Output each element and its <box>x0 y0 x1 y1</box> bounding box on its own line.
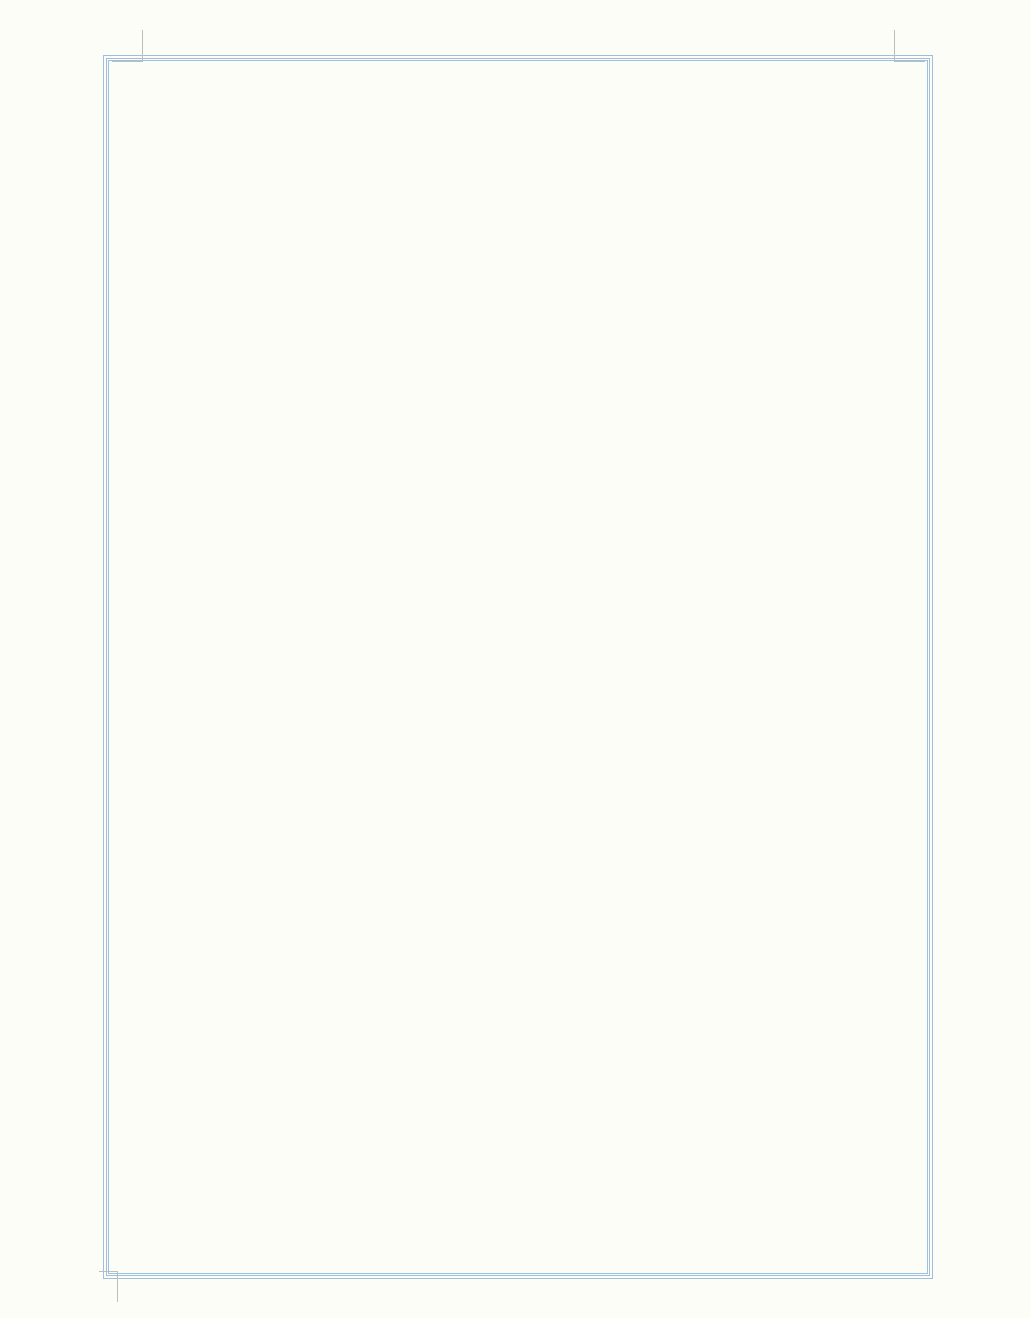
crop-mark-top-left-v <box>142 30 143 61</box>
crop-mark-bottom-left-v <box>117 1271 118 1302</box>
crop-mark-top-right-v <box>894 30 895 61</box>
page-border <box>103 55 933 1279</box>
crop-mark-bottom-left-h <box>99 1271 118 1272</box>
crop-mark-top-left-h <box>112 61 143 62</box>
crop-mark-top-right-h <box>894 61 925 62</box>
